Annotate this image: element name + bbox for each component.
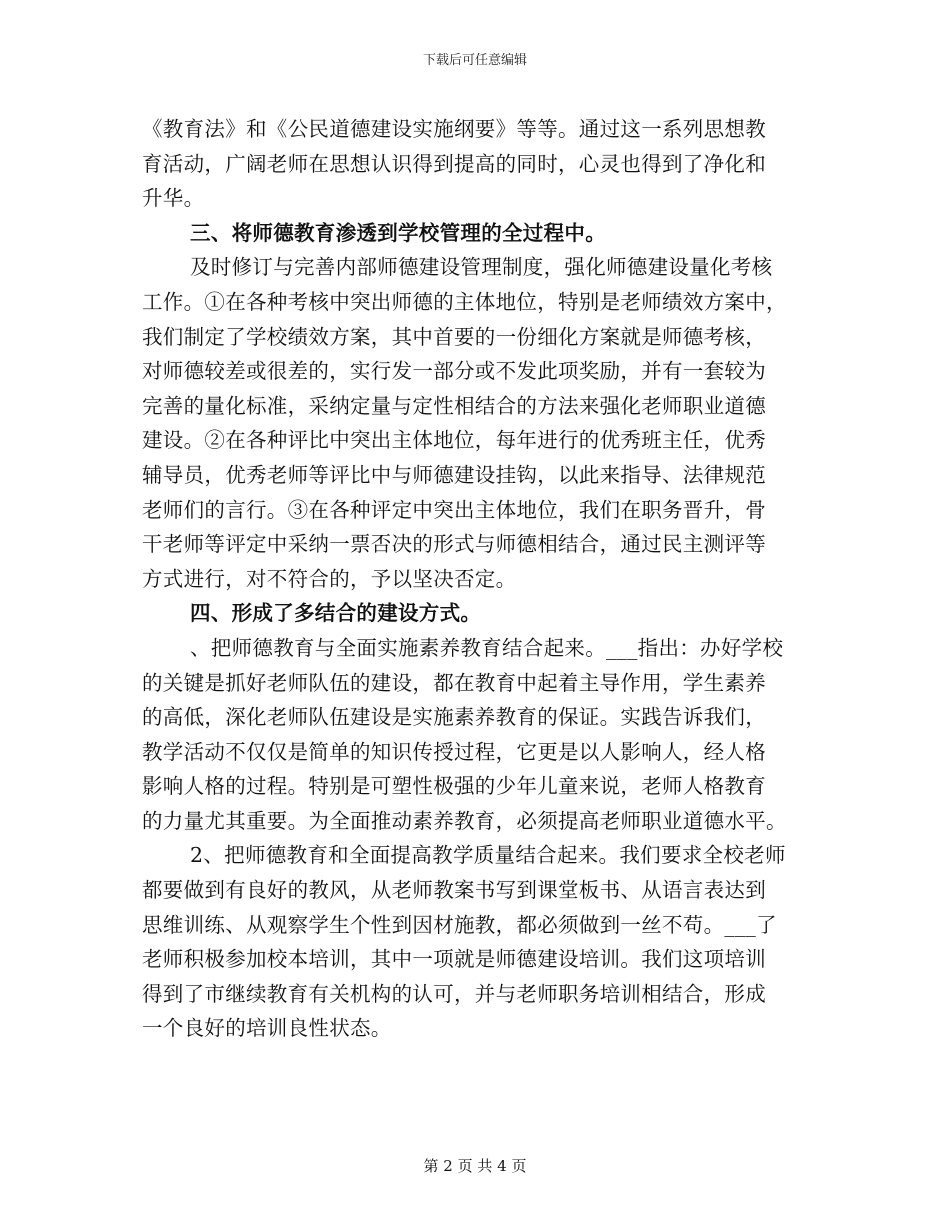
body-line: 升华。: [142, 186, 205, 211]
body-line: 育活动，广阔老师在思想认识得到提高的同时，心灵也得到了净化和: [142, 151, 766, 176]
section-heading-4: 四、形成了多结合的建设方式。: [190, 601, 482, 626]
body-line: 一个良好的培训良性状态。: [142, 1016, 392, 1041]
page-number: 第 2 页 共 4 页: [423, 1157, 527, 1175]
body-line: 都要做到有良好的教风，从老师教案书写到课堂板书、从语言表达到: [142, 878, 766, 903]
body-line: 建设。②在各种评比中突出主体地位，每年进行的优秀班主任，优秀: [142, 428, 766, 453]
body-line: 老师积极参加校本培训，其中一项就是师德建设培训。我们这项培训: [142, 947, 766, 972]
body-line: 《教育法》和《公民道德建设实施纲要》等等。通过这一系列思想教: [142, 117, 766, 141]
body-line: 得到了市继续教育有关机构的认可，并与老师职务培训相结合，形成: [142, 981, 766, 1006]
body-line: 辅导员，优秀老师等评比中与师德建设挂钩，以此来指导、法律规范: [142, 462, 766, 487]
body-line: 2、把师德教育和全面提高教学质量结合起来。我们要求全校老师: [190, 843, 786, 868]
body-line: 思维训练、从观察学生个性到因材施教，都必须做到一丝不苟。___了: [142, 912, 777, 937]
document-body: [142, 112, 814, 1046]
body-line: 干老师等评定中采纳一票否决的形式与师德相结合，通过民主测评等: [142, 532, 766, 557]
body-line: 我们制定了学校绩效方案，其中首要的一份细化方案就是师德考核，: [142, 324, 766, 349]
body-line: 及时修订与完善内部师德建设管理制度，强化师德建设量化考核: [190, 255, 773, 280]
body-line: 、把师德教育与全面实施素养教育结合起来。___指出：办好学校: [190, 635, 784, 660]
body-line: 影响人格的过程。特别是可塑性极强的少年儿童来说，老师人格教育: [142, 774, 766, 799]
body-line: 教学活动不仅仅是简单的知识传授过程，它更是以人影响人，经人格: [142, 739, 766, 764]
body-line: 的力量尤其重要。为全面推动素养教育，必须提高老师职业道德水平。: [142, 808, 787, 833]
body-line: 老师们的言行。③在各种评定中突出主体地位，我们在职务晋升，骨: [142, 497, 766, 522]
section-heading-3: 三、将师德教育渗透到学校管理的全过程中。: [190, 220, 606, 245]
body-line: 方式进行，对不符合的，予以坚决否定。: [142, 566, 517, 591]
body-line: 完善的量化标准，采纳定量与定性相结合的方法来强化老师职业道德: [142, 393, 766, 418]
body-line: 的关键是抓好老师队伍的建设，都在教育中起着主导作用，学生素养: [142, 670, 766, 695]
body-line: 的高低，深化老师队伍建设是实施素养教育的保证。实践告诉我们，: [142, 705, 766, 730]
body-line: 工作。①在各种考核中突出师德的主体地位，特别是老师绩效方案中，: [142, 289, 787, 314]
page-header: 下载后可任意编辑: [422, 53, 527, 68]
body-line: 对师德较差或很差的，实行发一部分或不发此项奖励，并有一套较为: [142, 359, 766, 384]
